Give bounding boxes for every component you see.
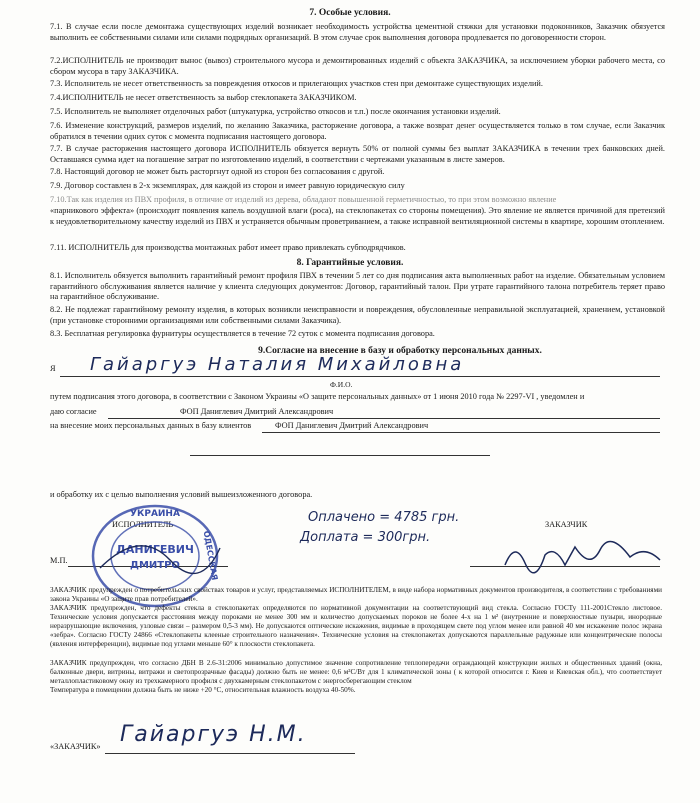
clause-7-2: 7.2.ИСПОЛНИТЕЛЬ не производит вынос (вывоз) строительного мусора и демонтированных изделий с объекта ЗАКАЗЧИКА, за исключением уборки рабочего места, со сбором мусора в тару ЗАКАЗЧИКА. (50, 56, 665, 76)
clause-7-10-body: «парникового эффекта» (происходит появления капель воздушной влаги (роса), на стеклопакетах со стороны помещения). Это явление не является причиной для претензий к неудовлетворительному качеству изделий из ПВХ и устраняется обычным проветриванием, а также исправной вентиляционной системы в квартире, хорошим отоплением. (50, 206, 665, 226)
note-heat-transfer: ЗАКАЗЧИК предупрежден, что согласно ДБН В 2.6-31:2006 минимально допустимое значение сопротивление теплопередачи ограждающей конструкции жилых и общественных зданий (окна, балконные двери, витрины, витражи и светопрозрачные фасады) должно быть не менее: 0,6 м²С/Вт для 1 климатической зоны ( к которой относится г. Киев и Киевская обл.), что соответствует металлопластиковому окну из трехкамерного профиля с двухкамерным стеклопакетом с энергосберегающим стеклом (50, 659, 662, 686)
clause-8-2: 8.2. Не подлежат гарантийному ремонту изделия, в которых возникли неисправности и повреждения, обусловленные неправильной эксплуатацией, хранением, установкой (при установке сторонними организациями или собственными силами Заказчика). (50, 305, 665, 325)
stamp-name-text: ДМИТРО (130, 560, 180, 571)
section-7-title: 7. Особые условия. (309, 8, 391, 18)
stamp-mid-text: ДАНИГЕВИЧ (116, 543, 194, 556)
fio-label: Ф.И.О. (330, 380, 353, 389)
clause-7-11: 7.11. ИСПОЛНИТЕЛЬ для производства монтажных работ имеет право привлекать субподрядчиков. (50, 243, 406, 252)
section-8-title: 8. Гарантийные условия. (296, 258, 404, 268)
clause-7-4: 7.4.ИСПОЛНИТЕЛЬ не несет ответственность за выбор стеклопакета ЗАКАЗЧИКОМ. (50, 93, 357, 102)
clause-7-3: 7.3. Исполнитель не несет ответственность за повреждения откосов и прилегающих участков стен при демонтаже существующих изделий. (50, 79, 543, 88)
consent-underline (108, 418, 660, 419)
clause-7-5: 7.5. Исполнитель не выполняет отделочных работ (штукатурка, устройство откосов и т.п.) после окончания установки изделий. (50, 107, 501, 116)
handwritten-name: Гайаргуэ Наталия Михайловна (90, 354, 465, 375)
consent-value: ФОП Даниглевич Дмитрий Александрович (180, 407, 334, 416)
extra-underline (190, 455, 490, 456)
stamp-city-text: ОДЕССКАЯ (201, 530, 220, 581)
customer-signature-icon (500, 535, 670, 575)
name-underline (60, 376, 660, 377)
clause-7-9: 7.9. Договор составлен в 2-х экземплярах, для каждой из сторон и имеет равную юридическую силу (50, 181, 405, 190)
clause-7-1: 7.1. В случае если после демонтажа существующих изделий возникает необходимость устройства цементной стяжки для установки подоконников, Заказчик обязуется выполнить ее собственными силами или силами подрядных организаций. В этом случае срок выполнения договора продлевается по договоренности сторон. (50, 22, 665, 42)
law-text: путем подписания этого договора, в соответствии с Законом Украины «О защите персональных данных» от 1 июня 2010 года № 2297-VI , уведомлен и (50, 392, 585, 401)
section-9-title: 9.Согласие на внесение в базу и обработку персональных данных. (258, 346, 542, 356)
db-label: на внесение моих персональных данных в базу клиентов (50, 421, 252, 430)
footer-sign-line (105, 753, 355, 754)
note-consumer: ЗАКАЗЧИК предупрежден о потребительских свойствах товаров и услуг, представляемых ИСПОЛНИТЕЛЕМ, в виде набора нормативных документов производителя, в соответствии с требованиями закона Украины «О защите прав потребителей». (50, 586, 662, 604)
paid-note: Оплачено = 4785 грн. (308, 510, 460, 525)
clause-7-10-line1: 7.10.Так как изделия из ПВХ профиля, в отличие от изделий из дерева, обладают повышенной герметичностью, то при этом возможно явление (50, 195, 557, 204)
customer-label: ЗАКАЗЧИК (545, 520, 588, 529)
processing-text: и обработку их с целью выполнения условий вышеизложенного договора. (50, 490, 313, 499)
clause-8-3: 8.3. Бесплатная регулировка фурнитуры осуществляется в течение 72 суток с момента подписания договора. (50, 329, 435, 338)
db-underline (262, 432, 660, 433)
extra-payment-note: Доплата = 300грн. (300, 530, 431, 545)
clause-7-6: 7.6. Изменение конструкций, размеров изделий, по желанию Заказчика, расторжение договора, а также возврат денег осуществляется только в том случае, если Заказчик обратился в течении одних суток с момента подписания настоящего договора. (50, 121, 665, 141)
note-glass-defects: ЗАКАЗЧИК предупрежден, что дефекты стекла в стеклопакетах определяются по нормативной документации на соответствующий вид стекла. Согласно ГОСТу 111-2001Стекло листовое. Технические условия допускается расстояния между пороками не менее 300 мм и количество допускаемых пороков не более 4-х на 1 м² (внутренние и поверхностные пузыри, инородные неразрушающие включения, узловые связи – размером 0,5-3 мм). Не допускаются оптические искажения, видимые в проходящем свете под углом менее или равной 40 мм искажение полос экрана «зебра». Согласно ГОСТу 24866 «Стеклопакеты клееные строительного назначения». Технические условия на стеклопакетах допускаются параллельные радужные или концентрические полосы (явления интерференции), видимые под углами меньше 60° к плоскости стеклопакета. (50, 604, 662, 649)
clause-7-8: 7.8. Настоящий договор не может быть расторгнут одной из сторон без согласования с другой. (50, 167, 385, 176)
footer-signature: Гайаргуэ Н.М. (120, 722, 307, 747)
executor-label: ИСПОЛНИТЕЛЬ (112, 520, 174, 529)
stamp-top-text: УКРАИНА (130, 509, 180, 519)
consent-label: даю согласие (50, 407, 97, 416)
mp-label: М.П. (50, 556, 68, 565)
clause-7-7: 7.7. В случае расторжения настоящего договора ИСПОЛНИТЕЛЬ обязуется вернуть 50% от полной суммы без выплат ЗАКАЗЧИКА в течении трех банковских дней. Оставшаяся сумма идет на погашение затрат по изготовлению изделий, в соответствии с чертежами указанным в листе замеров. (50, 144, 665, 164)
footer-customer-label: «ЗАКАЗЧИК» (50, 742, 101, 751)
note-temperature: Температура в помещении должна быть не ниже +20 °С, относительная влажность воздуха 40-50%. (50, 686, 356, 694)
ya-label: Я (50, 364, 56, 373)
db-value: ФОП Даниглевич Дмитрий Александрович (275, 421, 429, 430)
clause-8-1: 8.1. Исполнитель обязуется выполнить гарантийный ремонт профиля ПВХ в течении 5 лет со дня подписания акта выполненных работ на изделие. Обязательным условием гарантийного обслуживания является наличие у клиента следующих документов: Договор, гарантийный талон. При утрате гарантийного талона потребитель теряет право на гарантийное обслуживание. (50, 271, 665, 302)
